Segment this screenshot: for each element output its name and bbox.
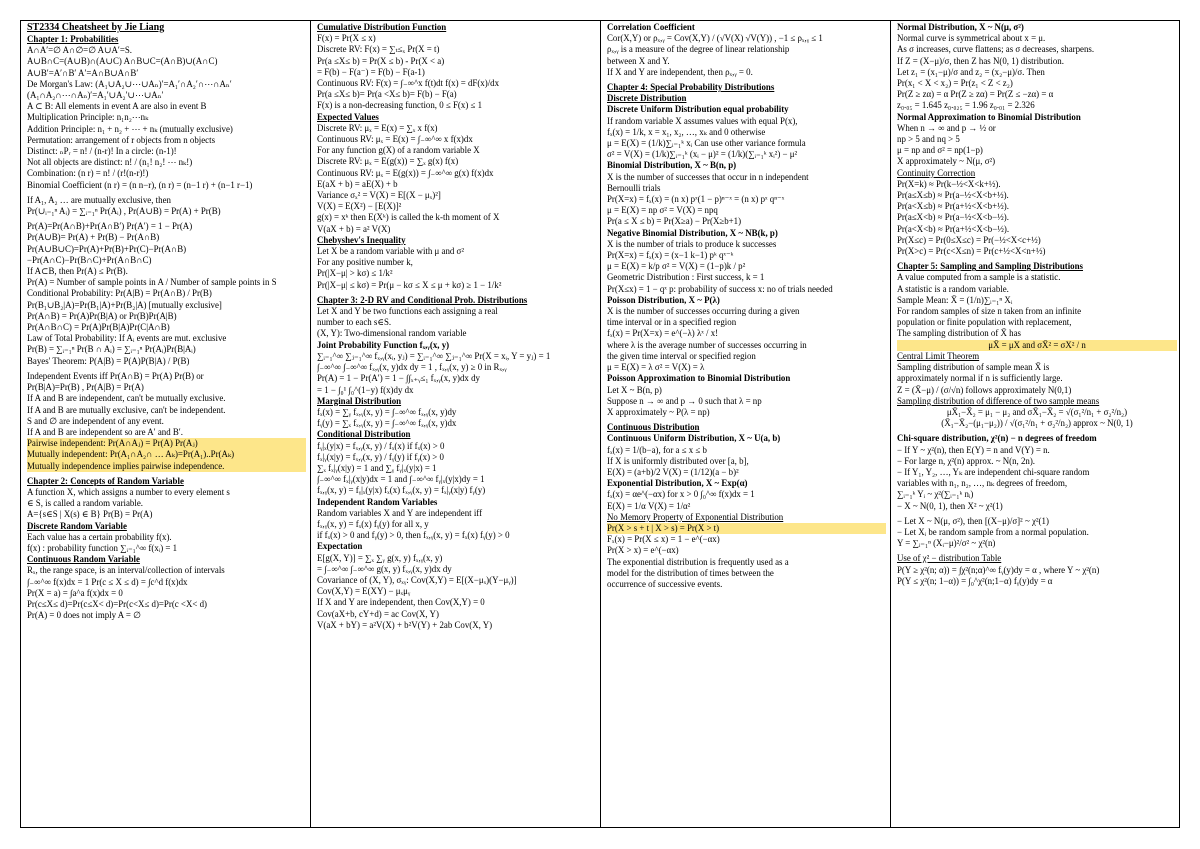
text-line: time interval or in a specified region (607, 317, 737, 328)
text-line: Poisson Approximation to Binomial Distribution (607, 373, 791, 384)
text-line: X is the number of trials to produce k successes (607, 238, 777, 249)
text-line: (X, Y): Two-dimensional random variable (317, 328, 467, 339)
text-line: Discrete Random Variable (27, 520, 127, 531)
text-line: Independent Events iff Pr(A∩B) = Pr(A) Pr(B) or (27, 370, 204, 381)
text-line: ∑ₓ fₓ|ᵧ(x|y) = 1 and ∑ᵧ fᵧ|ₓ(y|x) = 1 (317, 462, 437, 473)
text-line: μX̄ = μX and σX̄² = σX² / n (897, 340, 1177, 351)
text-line: Continuous Uniform Distribution, X ~ U(a, b) (607, 433, 781, 444)
text-line: Marginal Distribution (317, 395, 402, 406)
text-line: ∑ᵢ₌₁^∞ ∑ⱼ₌₁^∞ fₓ,ᵧ(xᵢ, yⱼ) = ∑ᵢ₌₁^∞ ∑ⱼ₌₁^∞ Pr(X = xᵢ, Y = yⱼ) = 1 (317, 350, 551, 361)
text-line: Random variables X and Y are independent iff (317, 507, 483, 518)
text-line: = ∫₋∞^∞ ∫₋∞^∞ g(x, y) fₓ,ᵧ(x, y)dx dy (317, 563, 452, 574)
text-line: Expected Values (317, 111, 379, 122)
text-line: Geometric Distribution : First success, k = 1 (607, 272, 765, 283)
text-line: Each value has a certain probability f(x). (27, 531, 172, 542)
text-line: If A⊂B, then Pr(A) ≤ Pr(B). (27, 266, 128, 277)
text-line: As σ increases, curve flattens; as σ decreases, sharpens. (897, 44, 1095, 55)
text-line: Pr(A∩B∩C) = Pr(A)Pr(B|A)Pr(C|A∩B) (27, 322, 170, 333)
text-line: fₓ,ᵧ(x, y) = fᵧ|ₓ(y|x) fₓ(x) fₓ,ᵧ(x, y) = fₓ|ᵧ(x|y) fᵧ(y) (317, 485, 486, 496)
text-line: fₓ(x) = Pr(X=x) = e^(−λ) λˣ / x! (607, 328, 719, 339)
text-line: For random samples of size n taken from an infinite (897, 306, 1082, 317)
text-line: Expectation (317, 541, 363, 552)
text-line: Pr(X≤c) = Pr(0≤X≤c) = Pr(−½<X<c+½) (897, 234, 1041, 245)
text-line: = 1 − ∫₀¹ ∫₀^(1−y) f(x)dy dx (317, 384, 414, 395)
text-line: Central Limit Theorem (897, 350, 980, 361)
text-line: Not all objects are distinct: n! / (n₁! n₂! ⋯ nₖ!) (27, 157, 193, 168)
text-line: If X and Y are independent, then Cov(X,Y) = 0 (317, 597, 485, 608)
text-line: − If Y ~ χ²(n), then E(Y) = n and V(Y) = n. (897, 444, 1050, 455)
text-line: = F(b) − F(a⁻) = F(b) − F(a-1) (317, 66, 425, 77)
text-line: If A and B are independent so are A′ and B′. (27, 426, 183, 437)
text-line: Covariance of (X, Y), σₓᵧ: Cov(X,Y) = E[(X−μₓ)(Y−μᵧ)] (317, 574, 517, 585)
text-line: the given time interval or specified region (607, 350, 756, 361)
text-line: Joint Probability Function fₓ,ᵧ(x, y) (317, 339, 450, 350)
text-line: De Morgan's Law: (A₁∪A₂∪⋯∪Aₙ)′=A₁′∩A₂′∩⋯∩Aₙ′ (27, 78, 232, 89)
text-line: − If Y₁, Y₂, …, Yₖ are independent chi-square random (897, 466, 1090, 477)
text-line: μ = E(X) = λ σ² = V(X) = λ (607, 362, 705, 373)
text-line: A function X, which assigns a number to every element s (27, 486, 230, 497)
text-line: Y = ∑ᵢ₌₁ⁿ (Xᵢ−μ)²/σ² ~ χ²(n) (897, 538, 996, 549)
text-line: if fₓ(x) > 0 and fᵧ(y) > 0, then fₓ,ᵧ(x, y) = fₓ(x) fᵧ(y) > 0 (317, 530, 510, 541)
text-line: Pr(A) = Number of sample points in A / Number of sample points in S (27, 277, 277, 288)
text-line: μ = E(X) = np σ² = V(X) = npq (607, 205, 718, 216)
text-line: V(aX + bY) = a²V(X) + b²V(Y) + 2ab Cov(X, Y) (317, 619, 493, 630)
text-line: Pr(a≤X<b) ≈ Pr(a−½<X<b−½). (897, 212, 1009, 223)
text-line: Pr(x₁ < X < x₂) = Pr(z₁ < Z < z₂) (897, 78, 1013, 89)
text-line: Pr(a ≤X≤ b) = Pr(X ≤ b) - Pr(X < a) (317, 55, 445, 66)
text-line: fᵧ|ₓ(y|x) = fₓ,ᵧ(x, y) / fₓ(x) if fₓ(x) > 0 (317, 440, 445, 451)
text-line: Pr(Z ≥ zα) = α Pr(Z ≥ zα) = Pr(Z ≤ −zα) = α (897, 89, 1054, 100)
text-line: P(Y ≤ χ²(n; 1−α)) = ∫₀^χ²(n;1−α) fᵧ(y)dy = α (897, 575, 1053, 586)
text-line: Law of Total Probability: If Aᵢ events are mut. exclusive (27, 333, 227, 344)
text-line: (A₁∩A₂∩⋯∩Aₙ)′=A₁′∪A₂′∪⋯∪Aₙ′ (27, 90, 164, 101)
text-line: Continuous Distribution (607, 422, 700, 433)
text-line: approximately normal if n is sufficiently large. (897, 373, 1063, 384)
text-line: Pr(X≤x) = 1 − qˣ p: probability of success x: no of trials needed (607, 283, 833, 294)
text-line: np > 5 and nq > 5 (897, 134, 960, 145)
text-line: Bayes' Theorem: P(A|B) = P(A)P(B|A) / P(B) (27, 355, 190, 366)
text-line: fᵧ(y) = ∑ₓ fₓ,ᵧ(x, y) = ∫₋∞^∞ fₓ,ᵧ(x, y)dx (317, 418, 457, 429)
text-line: E(X) = 1/α V(X) = 1/α² (607, 500, 691, 511)
text-line: fₓ|ᵧ(x|y) = fₓ,ᵧ(x, y) / fᵧ(y) if fᵧ(x) > 0 (317, 451, 444, 462)
text-line: Pr(B|A)=Pr(B) , Pr(A|B) = Pr(A) (27, 382, 144, 393)
section-heading: Chapter 4: Special Probability Distributions (607, 82, 775, 93)
text-line: Mutually independent: Pr(A₁∩A₂∩ … Aₖ)=Pr(A₁)..Pr(Aₖ) (27, 449, 306, 460)
section-heading: Chapter 1: Probabilities (27, 34, 119, 44)
text-line: Sampling distribution of difference of two sample means (897, 395, 1100, 406)
text-line: Pr(X > x) = e^(−αx) (607, 545, 679, 556)
text-line: ∫₋∞^∞ ∫₋∞^∞ fₓ,ᵧ(x, y)dx dy = 1 , fₓ,ᵧ(x, y) ≥ 0 in Rₓ,ᵧ (317, 362, 507, 373)
text-line: A∪B′=A′∩B′ A′=A∩B∪A∩B′ (27, 67, 139, 78)
text-line: X approximately ~ P(λ = np) (607, 406, 710, 417)
column-2 (311, 21, 601, 827)
section-heading: Chapter 5: Sampling and Sampling Distributions (897, 261, 1084, 272)
text-line: model for the distribution of times between the (607, 567, 774, 578)
text-line: Continuity Correction (897, 167, 976, 178)
text-line: Normal curve is symmetrical about x = μ. (897, 33, 1046, 44)
text-line: Continuous Random Variable (27, 554, 140, 565)
text-line: Multiplication Principle: n₁n₂⋯nₖ (27, 112, 149, 123)
text-line: Suppose n → ∞ and p → 0 such that λ = np (607, 395, 762, 406)
text-line: A ⊂ B: All elements in event A are also in event B (27, 101, 207, 112)
text-line: σ² = V(X) = (1/k)∑ᵢ₌₁ᵏ (xᵢ − μ)² = (1/k)(∑ᵢ₌₁ᵏ xᵢ²) − μ² (607, 149, 798, 160)
text-line: Binomial Coefficient (n r) = (n n−r), (n r) = (n−1 r) + (n−1 r−1) (27, 179, 253, 190)
text-line: Pr(A∪B)= Pr(A) + Pr(B) − Pr(A∩B) (27, 232, 160, 243)
text-line: Pr(a ≤ X ≤ b) = Pr(X≥a) − Pr(X≥b+1) (607, 216, 742, 227)
text-line: Continuous RV: μₓ = E(g(x)) = ∫₋∞^∞ g(x) f(x)dx (317, 167, 494, 178)
text-line: Chi-square distribution, χ²(n) − n degrees of freedom (897, 433, 1097, 444)
text-line: If A and B are independent, can't be mutually exclusive. (27, 393, 226, 404)
text-line: A value computed from a sample is a statistic. (897, 272, 1061, 283)
text-line: − For large n, χ²(n) approx. ~ N(n, 2n). (897, 455, 1035, 466)
text-line: fₓ(x) = ∑ᵧ fₓ,ᵧ(x, y) = ∫₋∞^∞ fₓ,ᵧ(x, y)dy (317, 406, 457, 417)
text-line: −Pr(A∩C)−Pr(B∩C)+Pr(A∩B∩C) (27, 254, 152, 265)
text-line: Normal Distribution, X ~ N(μ, σ²) (897, 22, 1024, 32)
text-line: Z = (X̄−μ) / (σ/√n) follows approximately N(0,1) (897, 384, 1072, 395)
text-line: fₓ(x) = αe^(−αx) for x > 0 ∫₀^∞ f(x)dx = 1 (607, 489, 755, 500)
text-line: A∩A′=∅ A∩∅=∅ A∪A′=S. (27, 45, 133, 56)
text-line: Pr(X=x) = fₓ(x) = (x−1 k−1) pᵏ qˣ⁻ᵏ (607, 250, 734, 261)
text-line: Use of χ² − distribution Table (897, 553, 1002, 564)
text-line: If X is uniformly distributed over [a, b], (607, 455, 749, 466)
text-line: No Memory Property of Exponential Distribution (607, 511, 784, 522)
text-line: Bernoulli trials (607, 182, 661, 193)
text-line: If Z = (X−μ)/σ, then Z has N(0, 1) distribution. (897, 55, 1064, 66)
text-line: variables with n₁, n₂, …, nₖ degrees of freedom, (897, 478, 1068, 489)
column-1 (21, 21, 311, 827)
section-heading: Chapter 3: 2-D RV and Conditional Prob. Distributions (317, 294, 528, 305)
text-line: Let X ~ B(n, p) (607, 384, 662, 395)
text-line: population or finite population with replacement, (897, 317, 1072, 328)
text-line: Pr(X = a) = ∫a^a f(x)dx = 0 (27, 587, 123, 598)
text-line: P(Y ≥ χ²(n; α)) = ∫χ²(n;α)^∞ fᵧ(y)dy = α , where Y ~ χ²(n) (897, 564, 1100, 575)
text-line: fₓ,ᵧ(x, y) = fₓ(x) fᵧ(y) for all x, y (317, 518, 429, 529)
text-line: Pr(a ≤X≤ b)= Pr(a <X≤ b)= F(b) − F(a) (317, 89, 457, 100)
text-line: Pr(c≤X≤ d)=Pr(c≤X< d)=Pr(c<X≤ d)=Pr(c <X< d) (27, 598, 207, 609)
text-line: z₀.₀₅ = 1.645 z₀.₀₂₅ = 1.96 z₀.₀₁ = 2.326 (897, 100, 1035, 111)
text-line: Conditional Probability: Pr(A|B) = Pr(A∩B) / Pr(B) (27, 288, 212, 299)
text-line: Distinct: ₙPᵣ = n! / (n-r)! In a circle: (n-1)! (27, 146, 177, 157)
text-line: A statistic is a random variable. (897, 283, 1009, 294)
text-line: If A and B are mutually exclusive, can't be independent. (27, 404, 226, 415)
text-line: Discrete Distribution (607, 93, 687, 104)
text-line: Pr(∪ᵢ₌₁ⁿ Aᵢ) = ∑ᵢ₌₁ⁿ Pr(Aᵢ) , Pr(A∪B) = Pr(A) + Pr(B) (27, 206, 221, 217)
text-line: When n → ∞ and p → ½ or (897, 122, 996, 133)
text-line: Pr(B₁∪B₂|A)=Pr(B₁|A)+Pr(B₂|A) [mutually exclusive] (27, 299, 222, 310)
text-line: Binomial Distribution, X ~ B(n, p) (607, 160, 737, 171)
text-line: E(aX + b) = aE(X) + b (317, 178, 398, 189)
section-heading: Chapter 2: Concepts of Random Variable (27, 475, 184, 486)
section-heading: Cumulative Distribution Function (317, 22, 447, 32)
text-line: The sampling distribution of X̄ has (897, 328, 1021, 339)
text-line: μ = np and σ² = np(1−p) (897, 145, 983, 156)
text-line: number to each s∈S. (317, 317, 392, 328)
text-line: If A₁, A₂ … are mutually exclusive, then (27, 194, 171, 205)
text-line: Let z₁ = (x₁−μ)/σ and z₂ = (x₂−μ)/σ. Then (897, 66, 1045, 77)
text-line: Cov(aX+b, cY+d) = ac Cov(X, Y) (317, 608, 439, 619)
text-line: If random variable X assumes values with equal P(x), (607, 115, 798, 126)
text-line: V(aX + b) = a² V(X) (317, 223, 391, 234)
text-line: (X̄₁−X̄₂−(μ₁−μ₂)) / √(σ₁²/n₁ + σ₂²/n₂) approx ~ N(0, 1) (941, 418, 1133, 429)
text-line: Pr(X > s + t | X > s) = Pr(X > t) (607, 523, 886, 534)
text-line: between X and Y. (607, 55, 670, 66)
text-line: μ = E(X) = (1/k)∑ᵢ₌₁ᵏ xᵢ Can use other variance formula (607, 138, 806, 149)
text-line: X approximately ~ N(μ, σ²) (897, 156, 996, 167)
text-line: − Let Xᵢ be random sample from a normal population. (897, 526, 1089, 537)
text-line: Pr(B) = ∑ᵢ₌₁ⁿ Pr(B ∩ Aᵢ) = ∑ᵢ₌₁ⁿ Pr(Aᵢ)Pr(B|Aᵢ) (27, 344, 196, 355)
text-line: Pr(X=k) ≈ Pr(k−½<X<k+½). (897, 178, 1001, 189)
text-line: E(X) = (a+b)/2 V(X) = (1/12)(a − b)² (607, 466, 739, 477)
text-line: Variance σₓ² = V(X) = E[(X − μₓ)²] (317, 190, 441, 201)
text-line: Correlation Coefficient (607, 22, 695, 32)
text-line: Chebyshev's Inequality (317, 234, 406, 245)
text-line: E[g(X, Y)] = ∑ₓ ∑ᵧ g(x, y) fₓ,ᵧ(x, y) (317, 552, 443, 563)
column-3 (601, 21, 891, 827)
text-line: Independent Random Variables (317, 496, 438, 507)
text-line: Let X and Y be two functions each assigning a real (317, 306, 498, 317)
text-line: Pr(|X−μ| ≤ kσ) = Pr(μ − kσ ≤ X ≤ μ + kσ) ≥ 1 − 1/k² (317, 279, 502, 290)
text-line: ρₓ,ᵧ is a measure of the degree of linear relationship (607, 44, 790, 55)
column-4 (891, 21, 1181, 827)
text-line: Mutually independence implies pairwise independence. (27, 461, 306, 472)
text-line: Pr(a<X≤b) ≈ Pr(a+½<X<b+½). (897, 201, 1009, 212)
text-line: Pr(X>c) = Pr(c<X≤n) = Pr(c+½<X<n+½) (897, 246, 1046, 257)
text-line: Pr(a≤X≤b) ≈ Pr(a−½<X<b+½). (897, 190, 1009, 201)
text-line: Exponential Distribution, X ~ Exp(α) (607, 478, 748, 489)
text-line: ∫₋∞^∞ f(x)dx = 1 Pr(c ≤ X ≤ d) = ∫c^d f(x)dx (27, 576, 188, 587)
text-line: Normal Approximation to Binomial Distribution (897, 111, 1081, 122)
text-line: Discrete RV: μₓ = E(g(x)) = ∑ₓ g(x) f(x) (317, 156, 459, 167)
text-line: Pr(X=x) = fₓ(x) = (n x) pˣ(1 − p)ⁿ⁻ˣ = (n x) pˣ qⁿ⁻ˣ (607, 194, 785, 205)
text-line: Discrete Uniform Distribution equal probability (607, 104, 789, 115)
text-line: X is the number of successes occurring during a given (607, 306, 800, 317)
text-line: fₓ(x) = 1/k, x = x₁, x₂, …, xₖ and 0 otherwise (607, 126, 766, 137)
text-line: Combination: (n r) = n! / (r!(n-r)!) (27, 168, 149, 179)
text-line: Continuous RV: F(x) = ∫₋∞^x f(t)dt f(x) = dF(x)/dx (317, 78, 500, 89)
text-line: Cov(X,Y) = E(XY) − μₓμᵧ (317, 586, 411, 597)
text-line: fₓ(x) = 1/(b−a), for a ≤ x ≤ b (607, 444, 707, 455)
text-line: Fₓ(x) = Pr(X ≤ x) = 1 − e^(−αx) (607, 534, 720, 545)
text-line: A={s∈S | X(s) ∈ B} Pr(B) = Pr(A) (27, 509, 153, 520)
text-line: Discrete RV: μₓ = E(x) = ∑ₓ x f(x) (317, 122, 438, 133)
text-line: occurrence of successive events. (607, 578, 723, 589)
text-line: Pairwise independent: Pr(A∩Aⱼ) = Pr(A) Pr(Aⱼ) (27, 438, 306, 449)
text-line: Pr(A∪B∪C)=Pr(A)+Pr(B)+Pr(C)−Pr(A∩B) (27, 243, 187, 254)
text-line: For any function g(X) of a random variable X (317, 145, 480, 156)
text-line: ∑ᵢ₌₁ᵏ Yᵢ ~ χ²(∑ᵢ₌₁ᵏ nᵢ) (897, 489, 974, 500)
text-line: Pr(a<X<b) ≈ Pr(a+½<X<b−½). (897, 223, 1010, 234)
text-line: The exponential distribution is frequently used as a (607, 556, 789, 567)
text-line: Rₓ, the range space, is an interval/collection of intervals (27, 565, 225, 576)
text-line: Sample Mean: X̄ = (1/n)∑ᵢ₌₁ⁿ Xᵢ (897, 294, 1013, 305)
text-line: Negative Binomial Distribution, X ~ NB(k, p) (607, 227, 778, 238)
text-line: Addition Principle: n₁ + n₂ + ⋯ + nₖ (mutually exclusive) (27, 123, 233, 134)
text-line: S and ∅ are independent of any event. (27, 415, 164, 426)
text-line: X is the number of successes that occur in n independent (607, 171, 809, 182)
text-line: μX̄₁−X̄₂ = μ₁ − μ₂ and σX̄₁−X̄₂ = √(σ₁²/n₁ + σ₂²/n₂) (946, 406, 1128, 417)
text-line: Pr(|X−μ| > kσ) ≤ 1/k² (317, 268, 393, 279)
text-line: Pr(A) = 1 − Pr(A′) = 1 − ∫∫ₓ₊ᵧ≤₁ fₓ,ᵧ(x, y)dx dy (317, 373, 480, 384)
text-line: F(x) is a non-decreasing function, 0 ≤ F(x) ≤ 1 (317, 100, 483, 111)
text-line: Let X be a random variable with μ and σ² (317, 246, 465, 257)
text-line: Pr(A) = 0 does not imply A = ∅ (27, 610, 141, 621)
text-line: Poisson Distribution, X ~ P(λ) (607, 294, 720, 305)
text-line: g(x) = xᵏ then E(Xᵏ) is called the k-th moment of X (317, 212, 500, 223)
text-line: f(x) : probability function ∑ᵢ₌₁^∞ f(xᵢ) = 1 (27, 542, 178, 553)
text-line: Discrete RV: F(x) = ∑ₜ≤ₓ Pr(X = t) (317, 44, 440, 55)
text-line: where λ is the average number of successes occurring in (607, 339, 807, 350)
cheatsheet (20, 20, 1180, 828)
text-line: μ = E(X) = k/p σ² = V(X) = (1−p)k / p² (607, 261, 746, 272)
text-line: Sampling distribution of sample mean X̄ is (897, 362, 1050, 373)
text-line: Pr(A)=Pr(A∩B)+Pr(A∩B′) Pr(A′) = 1 − Pr(A) (27, 221, 193, 232)
text-line: For any positive number k, (317, 257, 413, 268)
text-line: Continuous RV: μₓ = E(x) = ∫₋∞^∞ x f(x)dx (317, 134, 473, 145)
text-line: Pr(A∩B) = Pr(A)Pr(B|A) or Pr(B)Pr(A|B) (27, 310, 177, 321)
text-line: A∪B∩C=(A∪B)∩(A∪C) A∩B∪C=(A∩B)∪(A∩C) (27, 56, 218, 67)
text-line: F(x) = Pr(X ≤ x) (317, 33, 376, 44)
text-line: If X and Y are independent, then ρₓ,ᵧ = 0. (607, 66, 753, 77)
section-heading: ST2334 Cheatsheet by Jie Liang (27, 22, 165, 33)
text-line: Cor(X,Y) or ρₓ,ᵧ = Cov(X,Y) / (√V(X) √V(Y)) , −1 ≤ ρₓ,ᵧ ≤ 1 (607, 33, 823, 44)
text-line: ∈ S, is called a random variable. (27, 498, 143, 509)
text-line: − X ~ N(0, 1), then X² ~ χ²(1) (897, 500, 1003, 511)
text-line: Permutation: arrangement of r objects from n objects (27, 134, 216, 145)
text-line: V(X) = E(X²) − [E(X)]² (317, 201, 402, 212)
text-line: ∫₋∞^∞ fₓ|ᵧ(x|y)dx = 1 and ∫₋∞^∞ fᵧ|ₓ(y|x)dy = 1 (317, 474, 485, 485)
text-line: − Let X ~ N(μ, σ²), then [(X−μ)/σ]² ~ χ²(1) (897, 515, 1049, 526)
text-line: Conditional Distribution (317, 429, 411, 440)
